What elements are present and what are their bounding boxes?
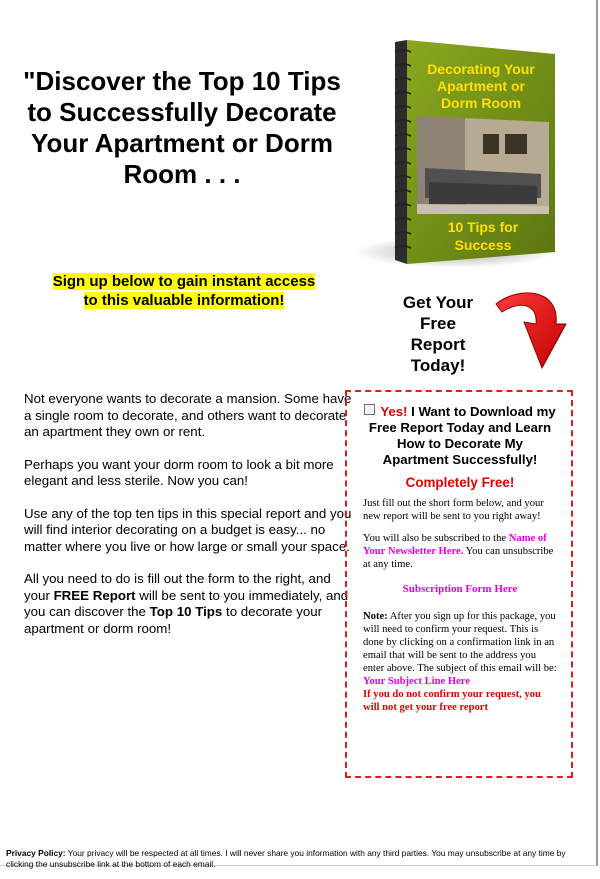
subscription-form-placeholder[interactable]: Subscription Form Here xyxy=(402,583,518,595)
body-p4-text-a: All you need to do is fill out the form to the right, and your xyxy=(24,571,331,603)
signup-line-2: to this valuable information! xyxy=(83,292,285,309)
ebook-title-line-2: Apartment or xyxy=(437,78,525,94)
optin-subscribe-notice xyxy=(363,532,557,571)
ebook-subtitle-line-1: 10 Tips for xyxy=(447,219,519,235)
ebook-title-line-1: Decorating Your xyxy=(427,61,535,77)
main-body-copy xyxy=(24,391,354,653)
optin-instructions: Just fill out the short form below, and your new report will be sent to you right away! xyxy=(363,498,544,522)
yes-label: Yes! xyxy=(380,404,408,419)
privacy-policy xyxy=(6,848,594,870)
completely-free-label: Completely Free! xyxy=(405,475,515,490)
body-paragraph-3: Use any of the top ten tips in this special report and you will find interior decorating on a budget is easy... no matter where you live or how large or small your space. xyxy=(24,505,352,554)
ebook-title-line-3: Dorm Room xyxy=(440,95,522,111)
signup-line-1: Sign up below to gain instant access xyxy=(52,273,316,290)
free-report-emphasis: FREE Report xyxy=(53,587,136,603)
newsletter-name: Name of Your Newsletter Here. xyxy=(363,533,547,557)
optin-box xyxy=(345,390,573,778)
subscribe-text-a: You will also be subscribed to the xyxy=(363,533,509,544)
confirmation-note xyxy=(363,610,557,714)
optin-heading-text: I Want to Download my Free Report Today and Learn How to Decorate My Apartment Successfully! xyxy=(368,404,556,467)
body-p4-text-e: to decorate your apartment or dorm room! xyxy=(24,604,323,636)
ebook-cover-image xyxy=(355,38,570,270)
get-free-line-2: Free xyxy=(420,314,456,333)
body-paragraph-4 xyxy=(24,571,354,637)
note-label: Note: xyxy=(363,611,388,622)
confirmation-warning: If you do not confirm your request, you will not get your free report xyxy=(363,689,541,713)
ebook-photo xyxy=(417,116,549,214)
note-text: After you sign up for this package, you will need to confirm your request. This is done by clicking on a confirmation link in an email that will be sent to the address you enter above. The subject of this email will be: xyxy=(363,611,557,674)
body-paragraph-2: Perhaps you want your dorm room to look a bit more elegant and less sterile. Now you can! xyxy=(24,456,334,488)
page-headline: "Discover the Top 10 Tips to Successfully Decorate Your Apartment or Dorm Room . . . xyxy=(23,66,341,189)
body-paragraph-1: Not everyone wants to decorate a mansion. Some have a single room to decorate, and others want to decorate an apartment they own or rent. xyxy=(24,391,352,439)
curved-arrow-icon xyxy=(490,282,570,374)
subject-line: Your Subject Line Here xyxy=(363,676,471,687)
body-p4-text-c: will be sent to you immediately, and you can discover the xyxy=(24,587,349,619)
checkbox[interactable] xyxy=(364,404,375,415)
optin-heading xyxy=(363,404,557,468)
privacy-label: Privacy Policy: xyxy=(6,848,66,858)
get-free-line-4: Today! xyxy=(410,356,466,375)
get-free-line-1: Get Your xyxy=(402,293,474,312)
signup-callout xyxy=(14,272,354,310)
ebook-subtitle-line-2: Success xyxy=(454,237,512,253)
top-tips-emphasis: Top 10 Tips xyxy=(149,604,223,619)
privacy-text: Your privacy will be respected at all times. I will never share you information with any third parties. You may unsubscribe at any time by clicking the unsubscribe link at the bottom of each email. xyxy=(6,848,566,869)
get-free-report-callout xyxy=(388,292,488,376)
get-free-line-3: Report xyxy=(410,335,466,354)
subscribe-text-b: You can unsubscribe at any time. xyxy=(363,546,554,570)
